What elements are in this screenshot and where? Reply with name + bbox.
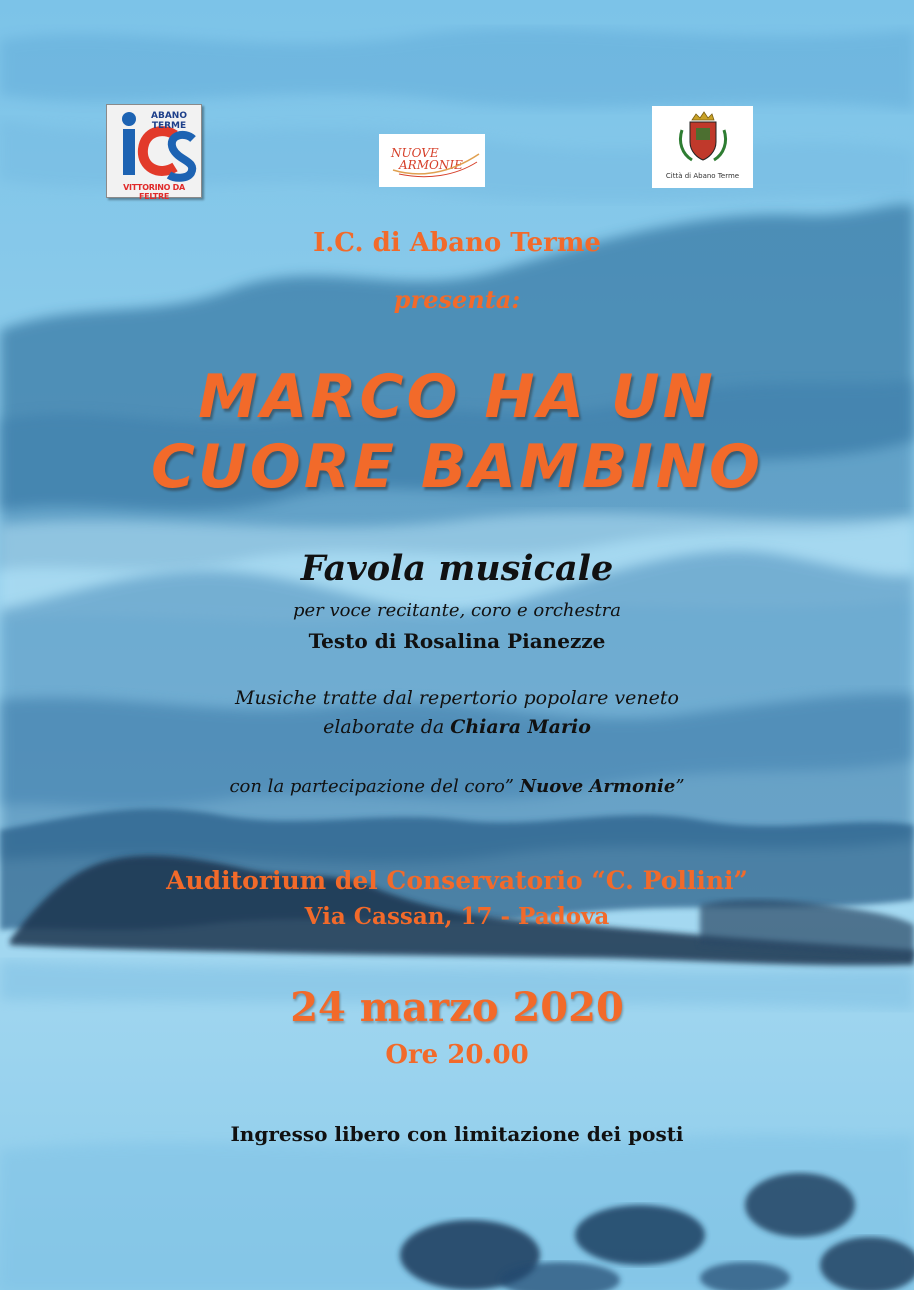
ic-logo-school-name: VITTORINO DA FELTRE: [123, 183, 185, 201]
choir-suffix: ”: [675, 776, 685, 797]
performers-description: per voce recitante, coro e orchestra: [293, 600, 621, 621]
text-author: Testo di Rosalina Pianezze: [308, 629, 606, 653]
presenta-label: presenta:: [393, 285, 521, 314]
citta-abano-terme-logo: [652, 106, 753, 188]
event-date: 24 marzo 2020: [290, 984, 624, 1031]
presenter-name: I.C. di Abano Terme: [313, 228, 601, 258]
nuove-armonie-swoosh-icon: [379, 134, 485, 187]
entry-info: Ingresso libero con limitazione dei posti: [230, 1122, 684, 1146]
event-title-line-2: CUORE BAMBINO: [151, 432, 763, 502]
music-arranger-name: Chiara Mario: [450, 716, 591, 738]
venue-address: Via Cassan, 17 - Padova: [304, 903, 610, 930]
genre-heading: Favola musicale: [300, 548, 614, 589]
coat-of-arms-icon: [652, 106, 753, 172]
event-time: Ore 20.00: [385, 1040, 529, 1070]
music-arranger: [0, 716, 914, 738]
music-arranger-prefix: elaborate da: [323, 716, 451, 738]
ic-abano-terme-logo: [106, 104, 202, 201]
choir-participation: [0, 776, 914, 797]
nuove-armonie-logo: [379, 134, 485, 187]
choir-name: Nuove Armonie: [519, 776, 676, 797]
nuove-armonie-logo-text: NUOVE ARMONIE: [391, 146, 463, 172]
ic-logo-town: ABANO TERME: [151, 111, 187, 131]
event-title-line-1: MARCO HA UN: [198, 362, 716, 432]
venue-name: Auditorium del Conservatorio “C. Pollini”: [166, 866, 748, 895]
citta-abano-terme-caption: Città di Abano Terme: [665, 172, 740, 180]
music-source: Musiche tratte dal repertorio popolare veneto: [235, 687, 679, 709]
choir-prefix: con la partecipazione del coro”: [229, 776, 520, 797]
